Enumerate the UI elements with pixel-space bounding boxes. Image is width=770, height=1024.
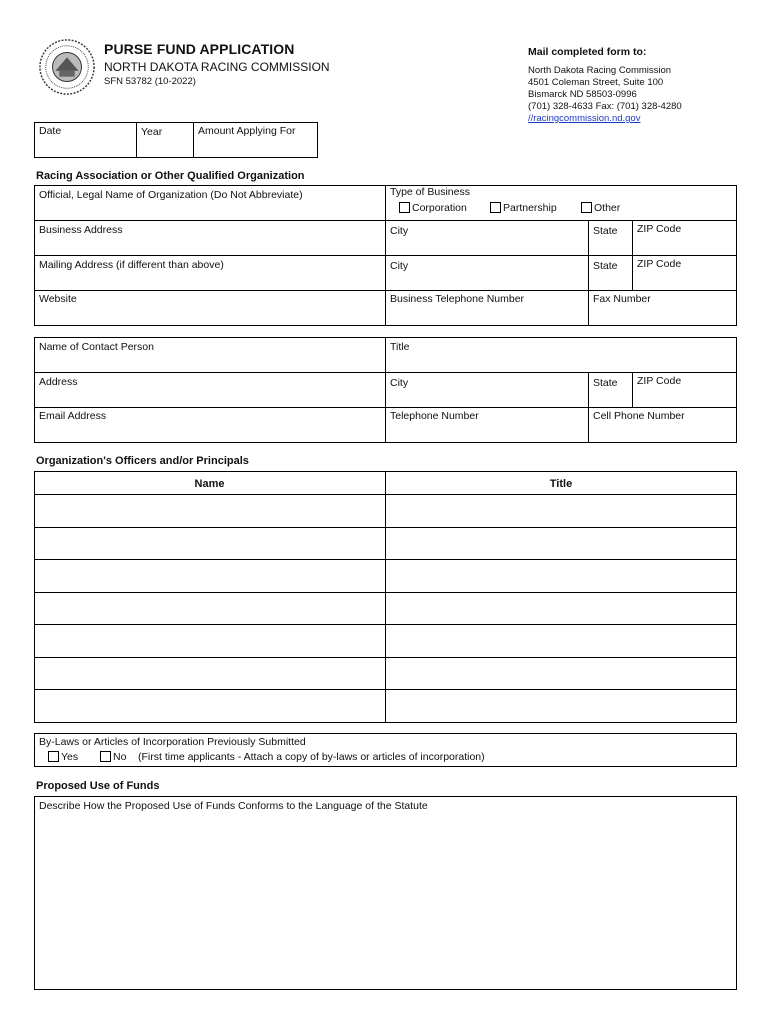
- corporation-checkbox[interactable]: [399, 202, 410, 213]
- contact-email-field[interactable]: Email Address: [39, 410, 107, 422]
- organization-section-title: Racing Association or Other Qualified Organization: [36, 170, 305, 182]
- table-row: [34, 559, 737, 560]
- bylaws-note: (First time applicants - Attach a copy of by-laws or articles of incorporation): [138, 751, 485, 763]
- proposed-use-prompt: Describe How the Proposed Use of Funds Conforms to the Language of the Statute: [39, 800, 428, 812]
- contact-address-field[interactable]: Address: [39, 376, 78, 388]
- officers-section-title: Organization's Officers and/or Principals: [36, 455, 249, 467]
- table-row: [34, 689, 737, 690]
- other-checkbox[interactable]: [581, 202, 592, 213]
- table-row: [34, 592, 737, 593]
- mailing-state-field[interactable]: State: [593, 260, 618, 272]
- contact-cell-field[interactable]: Cell Phone Number: [593, 410, 685, 422]
- contact-phone-field[interactable]: Telephone Number: [390, 410, 479, 422]
- table-row: [34, 624, 737, 625]
- mail-heading: Mail completed form to:: [528, 46, 647, 58]
- proposed-use-textarea[interactable]: [34, 796, 737, 990]
- website-field[interactable]: Website: [39, 293, 77, 305]
- business-city-field[interactable]: City: [390, 225, 409, 237]
- form-title: PURSE FUND APPLICATION: [104, 41, 295, 57]
- bylaws-yes-option[interactable]: Yes: [48, 751, 78, 763]
- mail-line: 4501 Coleman Street, Suite 100: [528, 77, 664, 88]
- business-phone-field[interactable]: Business Telephone Number: [390, 293, 525, 305]
- proposed-use-section-title: Proposed Use of Funds: [36, 780, 160, 792]
- type-of-business-label: Type of Business: [390, 186, 470, 198]
- partnership-option[interactable]: Partnership: [490, 202, 557, 214]
- table-row: [34, 494, 737, 495]
- bylaws-no-option[interactable]: No: [100, 751, 126, 763]
- table-row: [34, 657, 737, 658]
- bylaws-no-checkbox[interactable]: [100, 751, 111, 762]
- legal-name-field[interactable]: Official, Legal Name of Organization (Do Not Abbreviate): [39, 189, 303, 201]
- business-address-field[interactable]: Business Address: [39, 224, 123, 236]
- amount-field[interactable]: Amount Applying For: [198, 125, 296, 137]
- mailing-address-field[interactable]: Mailing Address (if different than above): [39, 259, 224, 271]
- table-row: [34, 527, 737, 528]
- contact-name-field[interactable]: Name of Contact Person: [39, 341, 154, 353]
- business-zip-field[interactable]: ZIP Code: [637, 223, 682, 235]
- website-link[interactable]: //racingcommission.nd.gov: [528, 113, 641, 124]
- mailing-zip-field[interactable]: ZIP Code: [637, 258, 682, 270]
- contact-title-field[interactable]: Title: [390, 341, 410, 353]
- bylaws-yes-checkbox[interactable]: [48, 751, 59, 762]
- contact-city-field[interactable]: City: [390, 377, 409, 389]
- mailing-city-field[interactable]: City: [390, 260, 409, 272]
- mail-line: North Dakota Racing Commission: [528, 65, 672, 76]
- corporation-option[interactable]: Corporation: [399, 202, 467, 214]
- mail-line: Bismarck ND 58503-0996: [528, 89, 637, 100]
- other-option[interactable]: Other: [581, 202, 620, 214]
- fax-field[interactable]: Fax Number: [593, 293, 651, 305]
- contact-state-field[interactable]: State: [593, 377, 618, 389]
- year-field[interactable]: Year: [141, 126, 163, 138]
- officers-name-header: Name: [194, 478, 225, 490]
- contact-zip-field[interactable]: ZIP Code: [637, 375, 682, 387]
- business-state-field[interactable]: State: [593, 225, 618, 237]
- bylaws-question: By-Laws or Articles of Incorporation Previously Submitted: [39, 736, 306, 748]
- agency-name: NORTH DAKOTA RACING COMMISSION: [104, 60, 330, 74]
- form-number: SFN 53782 (10-2022): [104, 76, 196, 87]
- officers-title-header: Title: [549, 478, 573, 490]
- partnership-checkbox[interactable]: [490, 202, 501, 213]
- state-seal-icon: [38, 38, 96, 96]
- date-field[interactable]: Date: [39, 125, 62, 137]
- mail-line: (701) 328-4633 Fax: (701) 328-4280: [528, 101, 682, 112]
